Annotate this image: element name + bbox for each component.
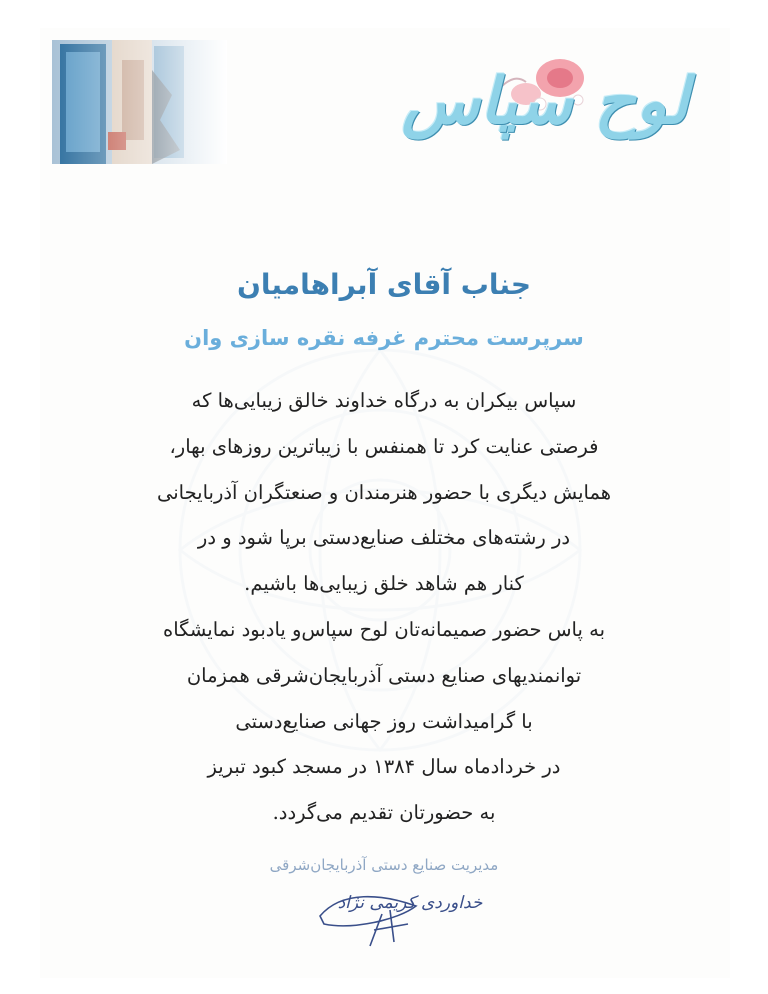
mosque-tile-image <box>52 40 227 164</box>
signature-scribble <box>312 880 432 950</box>
body-line: به پاس حضور صمیمانه‌تان لوح سپاس‌و یادبود نمایشگاه <box>162 617 606 641</box>
body-line: توانمندیهای صنایع دستی آذربایجان‌شرقی همزمان <box>186 663 582 687</box>
body-line: به حضورتان تقدیم می‌گردد. <box>272 801 496 825</box>
body-line: فرصتی عنایت کرد تا همنفس با زیباترین روزهای بهار، <box>169 434 599 458</box>
certificate-title: لوح سپاس <box>401 64 689 139</box>
certificate-title-block <box>395 42 695 162</box>
body-line: در رشته‌های مختلف صنایع‌دستی برپا شود و در <box>197 526 571 550</box>
certificate-body <box>90 378 678 836</box>
recipient-name: جناب آقای آبراهامیان <box>236 268 532 301</box>
recipient-position: سرپرست محترم غرفه نقره سازی وان <box>184 326 584 350</box>
signer-name: خداوردی کریمی نژاد <box>337 893 483 913</box>
body-line: با گرامیداشت روز جهانی صنایع‌دستی <box>235 709 533 733</box>
issuer-name: مدیریت صنایع دستی آذربایجان‌شرقی <box>269 856 499 874</box>
body-line: سپاس بیکران به درگاه خداوند خالق زیبایی‌ها که <box>191 389 577 412</box>
body-line: کنار هم شاهد خلق زیبایی‌ها باشیم. <box>244 572 524 596</box>
body-line: در خردادماه سال ۱۳۸۴ در مسجد کبود تبریز <box>207 755 561 779</box>
body-line: همایش دیگری با حضور هنرمندان و صنعتگران آذربایجانی <box>156 480 612 504</box>
